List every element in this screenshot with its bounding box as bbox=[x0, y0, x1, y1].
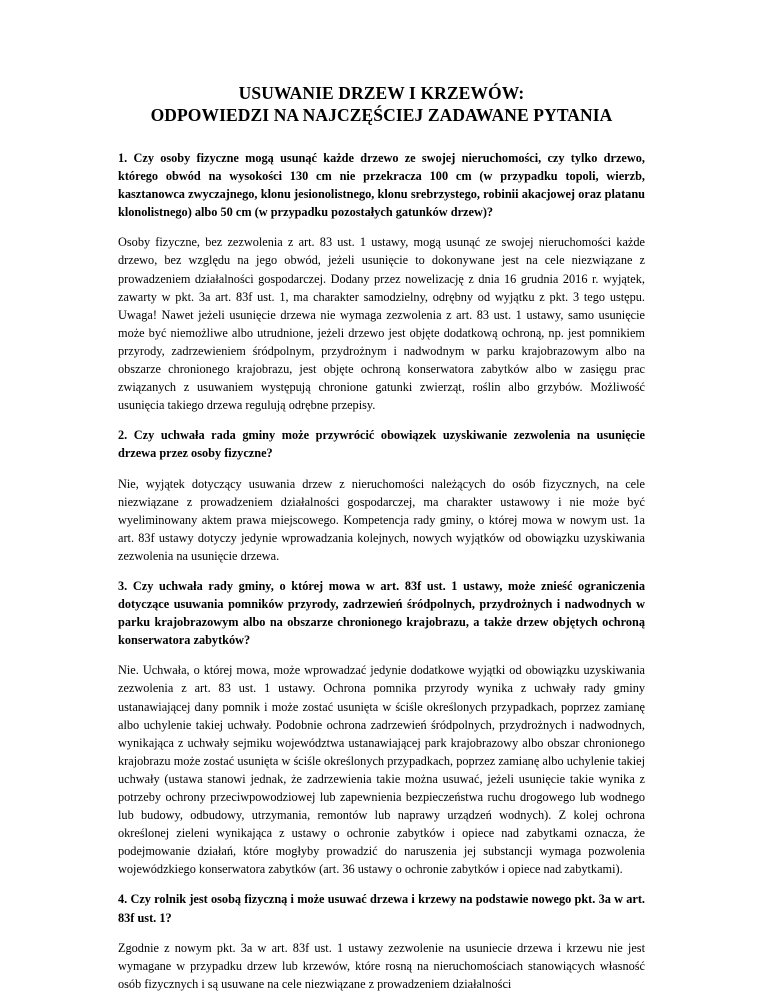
title-line-1: USUWANIE DRZEW I KRZEWÓW: bbox=[238, 83, 525, 103]
question-2: 2. Czy uchwała rada gminy może przywrócić obowiązek uzyskiwanie zezwolenia na usunięcie drzewa przez osoby fizyczne? bbox=[118, 428, 645, 461]
answer-3: Nie. Uchwała, o której mowa, może wprowadzać jedynie dodatkowe wyjątki od obowiązku uzyskiwania zezwolenia z art. 83 ust. 1 ustawy. Ochrona pomnika przyrody wynika z uchwały rady gminy ustanawiającej dany pomnik i może zostać usunięta w ściśle określonych przypadkach, poprzez zamianę albo uchylenie takiej uchwały. Podobnie ochrona zadrzewień śródpolnych, przydrożnych i nadwodnych, wynikająca z uchwały sejmiku województwa ustanawiającej park krajobrazowy albo obszar chronionego krajobrazu może zostać usunięta w ściśle określonych przypadkach, poprzez zamianę albo uchylenie takiej uchwały (ustawa stanowi jednak, że zadrzewienia takie można usuwać, jeżeli usunięcie takie wynika z potrzeby ochrony przeciwpowodziowej lub zapewnienia bezpieczeństwa ruchu drogowego lub wodnego lub budowy, odbudowy, utrzymania, remontów lub naprawy urządzeń wodnych). Z kolej ochrona określonej zieleni wynikająca z ustawy o ochronie zabytków i opiece nad zabytkami oznacza, że podejmowanie działań, które mogłyby prowadzić do naruszenia jej substancji wymaga pozwolenia wojewódzkiego konserwatora zabytków (art. 36 ustawy o ochronie zabytków i opiece nad zabytkami). bbox=[118, 663, 645, 877]
question-1: 1. Czy osoby fizyczne mogą usunąć każde drzewo ze swojej nieruchomości, czy tylko drzewo, którego obwód na wysokości 130 cm nie przekracza 100 cm (w przypadku topoli, wierzb, kasztanowca zwyczajnego, klonu jesionolistnego, klonu srebrzystego, robinii akacjowej oraz platanu klonolistnego) albo 50 cm (w przypadku pozostałych gatunków drzew)? bbox=[118, 151, 645, 220]
document-page bbox=[118, 82, 645, 1005]
answer-1: Osoby fizyczne, bez zezwolenia z art. 83 ust. 1 ustawy, mogą usunąć ze swojej nieruchomości każde drzewo, bez względu na jego obwód, jeżeli usunięcie to dokonywane jest na cele niezwiązane z prowadzeniem działalności gospodarczej. Dodany przez nowelizację z dnia 16 grudnia 2016 r. wyjątek, zawarty w pkt. 3a art. 83f ust. 1, ma charakter samodzielny, odrębny od wyjątku z pkt. 3 tego ustępu. Uwaga! Nawet jeżeli usunięcie drzewa nie wymaga zezwolenia z art. 83 ust. 1 ustawy, samo usunięcie może być niemożliwe albo utrudnione, jeżeli drzewo jest objęte dodatkową ochroną, np. jest pomnikiem przyrody, zadrzewieniem śródpolnym, przydrożnym i nadwodnym w parku krajobrazowym albo na obszarze chronionego krajobrazu, jest objęte ochroną konserwatora zabytków albo w zasięgu prac związanych z usuwaniem występują chronione gatunki zwierząt, roślin albo grzybów. Możliwość usunięcia takiego drzewa regulują odrębne przepisy. bbox=[118, 235, 645, 413]
question-3: 3. Czy uchwała rady gminy, o której mowa w art. 83f ust. 1 ustawy, może znieść ograniczenia dotyczące usuwania pomników przyrody, zadrzewień śródpolnych, przydrożnych i nadwodnych w parku krajobrazowym albo na obszarze chronionego krajobrazu, a także drzew objętych ochroną konserwatora zabytków? bbox=[118, 578, 645, 648]
answer-4: Zgodnie z nowym pkt. 3a w art. 83f ust. 1 ustawy zezwolenie na usuniecie drzewa i krzewu nie jest wymagane w przypadku drzew lub krzewów, które rosną na nieruchomościach stanowiących własność osób fizycznych i są usuwane na cele niezwiązane z prowadzeniem działalności bbox=[118, 940, 645, 991]
document-title bbox=[118, 82, 645, 126]
question-4: 4. Czy rolnik jest osobą fizyczną i może usuwać drzewa i krzewy na podstawie nowego pkt. 3a w art. 83f ust. 1? bbox=[118, 892, 645, 925]
answer-2: Nie, wyjątek dotyczący usuwania drzew z nieruchomości należących do osób fizycznych, na cele niezwiązane z prowadzeniem działalności gospodarczej, ma charakter ustawowy i nie może być wyeliminowany aktem prawa miejscowego. Kompetencja rady gminy, o której mowa w nowym ust. 1a art. 83f ustawy dotyczy jedynie wprowadzania kolejnych, nowych wyjątków od obowiązku uzyskiwania zezwolenia na usunięcie drzewa. bbox=[118, 476, 645, 563]
title-line-2: ODPOWIEDZI NA NAJCZĘŚCIEJ ZADAWANE PYTANIA bbox=[150, 105, 613, 125]
